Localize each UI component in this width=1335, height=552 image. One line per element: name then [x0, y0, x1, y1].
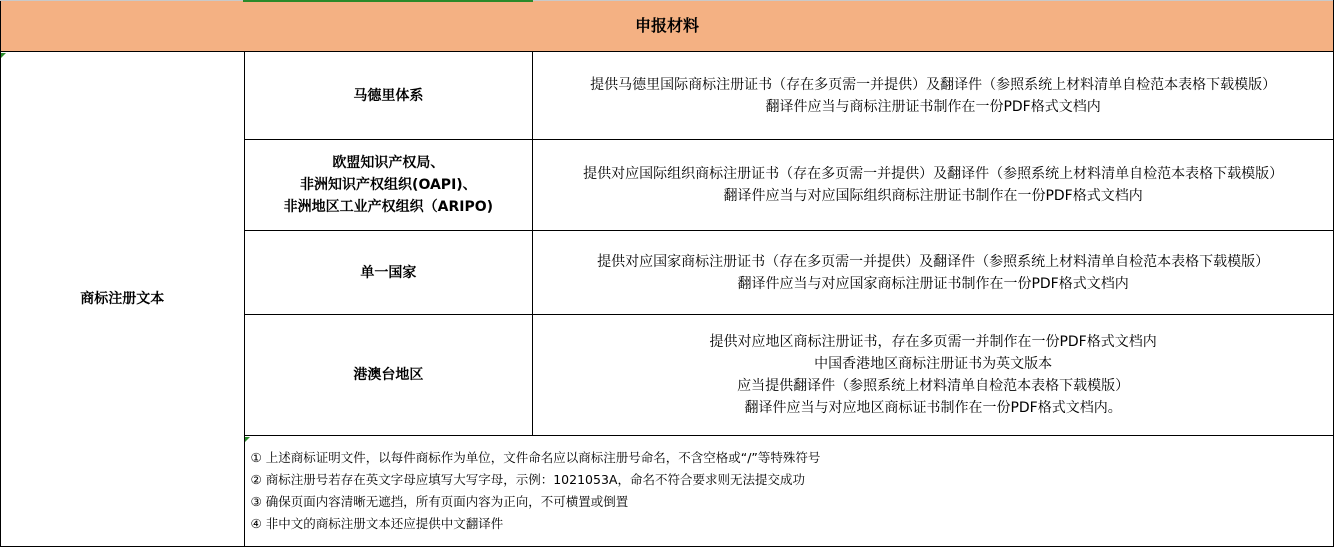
description-cell: [533, 315, 1334, 436]
description-cell: [533, 231, 1334, 315]
description-line: 翻译件应当与商标注册证书制作在一份PDF格式文档内: [765, 98, 1101, 115]
description-line: 提供对应国家商标注册证书（存在多页需一并提供）及翻译件（参照系统上材料清单自检范本表格下载模版）: [597, 253, 1270, 270]
region-line: 港澳台地区: [353, 367, 424, 383]
note-item: ② 商标注册号若存在英文字母应填写大写字母，示例：1021053A，命名不符合要求则无法提交成功: [250, 472, 805, 487]
region-line: 单一国家: [360, 264, 417, 281]
description-line: 翻译件应当与对应地区商标证书制作在一份PDF格式文档内。: [744, 400, 1122, 416]
description-line: 翻译件应当与对应国际组织商标注册证书制作在一份PDF格式文档内: [723, 188, 1143, 204]
description-line: 应当提供翻译件（参照系统上材料清单自检范本表格下载模版）: [737, 378, 1130, 394]
table-row: [1, 52, 1334, 140]
region-cell: [244, 315, 533, 436]
region-line: 非洲知识产权组织(OAPI)、: [300, 177, 477, 193]
description-cell: [533, 140, 1334, 231]
section-label: 商标注册文本: [1, 52, 245, 547]
cell-comment-marker: [1, 53, 6, 58]
description-line: 提供马德里国际商标注册证书（存在多页需一并提供）及翻译件（参照系统上材料清单自检范本表格下载模版）: [590, 76, 1277, 93]
region-line: 非洲地区工业产权组织（ARIPO): [283, 199, 494, 215]
region-line: 马德里体系: [353, 87, 424, 104]
description-cell: [533, 52, 1334, 140]
region-cell: [244, 52, 533, 140]
note-item: ③ 确保页面内容清晰无遮挡，所有页面内容为正向，不可横置或倒置: [250, 494, 629, 509]
cell-comment-marker: [245, 437, 250, 442]
notes-cell: [244, 436, 1333, 547]
region-cell: [244, 140, 533, 231]
description-line: 中国香港地区商标注册证书为英文版本: [814, 356, 1053, 372]
header-row: [1, 1, 1334, 52]
note-item: ④ 非中文的商标注册文本还应提供中文翻译件: [250, 516, 504, 531]
description-line: 翻译件应当与对应国家商标注册证书制作在一份PDF格式文档内: [737, 275, 1129, 292]
description-line: 提供对应地区商标注册证书，存在多页需一并制作在一份PDF格式文档内: [709, 334, 1157, 350]
region-line: 欧盟知识产权局、: [332, 155, 445, 171]
cell-selection-marker: [243, 0, 533, 2]
table-title: 申报材料: [1, 1, 1334, 52]
region-cell: [244, 231, 533, 315]
note-item: ① 上述商标证明文件，以每件商标作为单位，文件命名应以商标注册号命名，不含空格或“/”等特殊符号: [250, 450, 821, 465]
description-line: 提供对应国际组织商标注册证书（存在多页需一并提供）及翻译件（参照系统上材料清单自检范本表格下载模版）: [583, 166, 1284, 182]
